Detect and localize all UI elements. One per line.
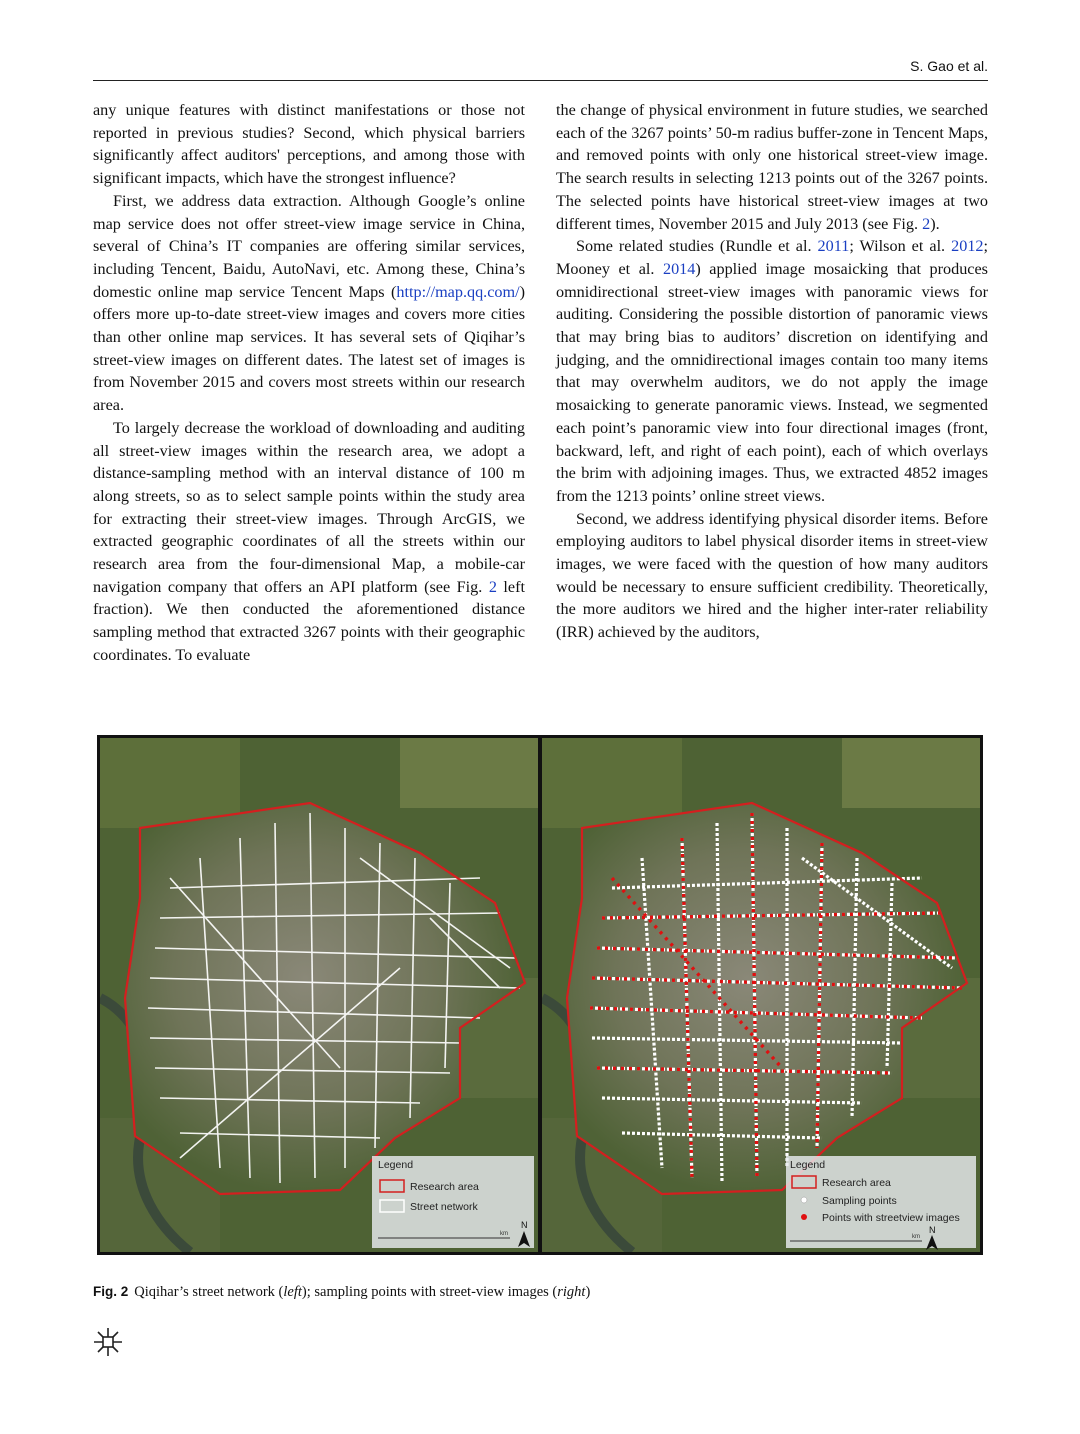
sampling-points-map-svg: [542, 738, 980, 1252]
north-label: N: [929, 1225, 936, 1235]
figure-caption: [93, 1284, 590, 1301]
publisher-logo-svg: [92, 1326, 124, 1358]
fig-2-link-right[interactable]: 2: [922, 214, 931, 233]
right-paragraph-2-text-b: ; Wilson et al.: [849, 237, 952, 256]
street-network-map-svg: [100, 738, 538, 1252]
caption-text-b: ); sampling points with street-view images (: [301, 1284, 558, 1300]
right-paragraph-2-text-c: ; Mooney et al.: [556, 237, 988, 278]
right-paragraph-1: [556, 99, 988, 235]
left-paragraph-2-text-b: ) offers more up-to-date street-view images and covers more cities than other online map services. It has several sets of Qiqihar’s street-view images on different dates. The latest set of images is from November 2015 and covers most streets within our research area.: [93, 282, 525, 415]
scale-unit: km: [912, 1234, 920, 1240]
right-paragraph-1-text-a: the change of physical environment in future studies, we searched each of the 3267 points’ 50-m radius buffer-zone in Tencent Maps, and removed points with only one historical street-view image. The search results in selecting 1213 points out of the 3267 points. The selected points have historical street-view images at two different times, November 2015 and July 2013 (see Fig.: [556, 101, 988, 233]
legend-title: Legend: [378, 1159, 414, 1171]
caption-right: right: [557, 1284, 586, 1300]
right-paragraph-2-text-a: Some related studies (Rundle et al.: [576, 237, 818, 256]
running-header-author: S. Gao et al.: [910, 58, 988, 74]
caption-text-c: ): [585, 1284, 591, 1300]
legend-streetview-points: Points with streetview images: [822, 1212, 960, 1224]
publisher-logo-icon: [92, 1326, 124, 1358]
tencent-maps-link[interactable]: http://map.qq.com/: [396, 282, 520, 301]
fig-2-link[interactable]: 2: [488, 577, 497, 596]
sampling-points-map: [542, 738, 980, 1252]
caption-text-a: Qiqihar’s street network (: [134, 1284, 284, 1300]
field-patch: [100, 738, 240, 828]
scale-unit: km: [500, 1231, 508, 1237]
field-patch: [400, 738, 538, 808]
caption-left: left: [283, 1284, 302, 1300]
legend-research-area: Research area: [410, 1181, 479, 1193]
legend-research-area: Research area: [822, 1177, 891, 1189]
left-paragraph-3-text-b: left fraction). We then conducted the aforementioned distance sampling method that extracted 3267 points with their geographic coordinates. To evaluate: [93, 577, 525, 664]
left-paragraph-3: [93, 417, 525, 667]
left-paragraph-1: any unique features with distinct manifestations or those not reported in previous studies? Second, which physical barriers significantly affect auditors' perceptions, and among those with significant impacts, which have the strongest influence?: [93, 101, 525, 188]
legend-sampling-points: Sampling points: [822, 1195, 897, 1207]
citation-mooney-2014-link[interactable]: 2014: [662, 259, 696, 278]
north-label: N: [521, 1220, 528, 1230]
left-paragraph-3-text-a: To largely decrease the workload of downloading and auditing all street-view images within the research area, we adopt a distance-sampling method with an interval distance of 100 m along streets, so as to select sample points within the study area for extracting their street-view images. Through ArcGIS, we extracted geographic coordinates of all the streets within our research area from the four-dimensional Map, a mobile-car navigation company that offers an API platform (see Fig.: [93, 418, 525, 596]
right-paragraph-1-text-b: ).: [930, 214, 940, 233]
caption-label: Fig. 2: [93, 1284, 129, 1299]
citation-rundle-2011-link[interactable]: 2011: [817, 237, 850, 256]
right-paragraph-3: Second, we address identifying physical disorder items. Before employing auditors to label physical disorder items in street-view images, we were faced with the question of how many auditors would be necessary to ensure sufficient credibility. Theoretically, the more auditors we hired and the higher inter-rater reliability (IRR) achieved by the auditors,: [556, 509, 988, 642]
left-column: [93, 99, 525, 667]
sampling-point-swatch: [801, 1197, 807, 1203]
right-paragraph-2-text-d: ) applied image mosaicking that produces omnidirectional street-view images with panoramic views for auditing. Considering the possible distortion of panoramic views that may bring bias to auditors’ discretion on identifying and judging, and the omnidirectional images contain too many items that may overwhelm auditors, we do not apply the image mosaicking to generate panoramic views. Instead, we segmented each point’s panoramic view into four directional images (front, backward, left, and right of each point), each of which overlays the brim with adjoining images. Thus, we extracted 4852 images from the 1213 points’ online street views.: [556, 259, 988, 505]
legend-title: Legend: [790, 1159, 826, 1171]
figure-2: [97, 735, 983, 1255]
field-patch: [842, 738, 980, 808]
citation-wilson-2012-link[interactable]: 2012: [951, 237, 984, 256]
right-paragraph-2: [556, 235, 988, 507]
legend-street-network: Street network: [410, 1201, 478, 1213]
streetview-point-swatch: [801, 1214, 807, 1220]
running-header: [93, 58, 988, 80]
field-patch: [542, 738, 682, 828]
left-paragraph-2: [93, 190, 525, 417]
street-network-map: [100, 738, 538, 1252]
left-paragraph-2-text-a: First, we address data extraction. Although Google’s online map service does not offer street-view image service in China, several of China’s IT companies are offering similar services, including Tencent, Baidu, AutoNavi, etc. Among these, China’s domestic online map service Tencent Maps (: [93, 191, 525, 301]
right-column: [556, 99, 988, 644]
header-rule: [93, 80, 988, 81]
